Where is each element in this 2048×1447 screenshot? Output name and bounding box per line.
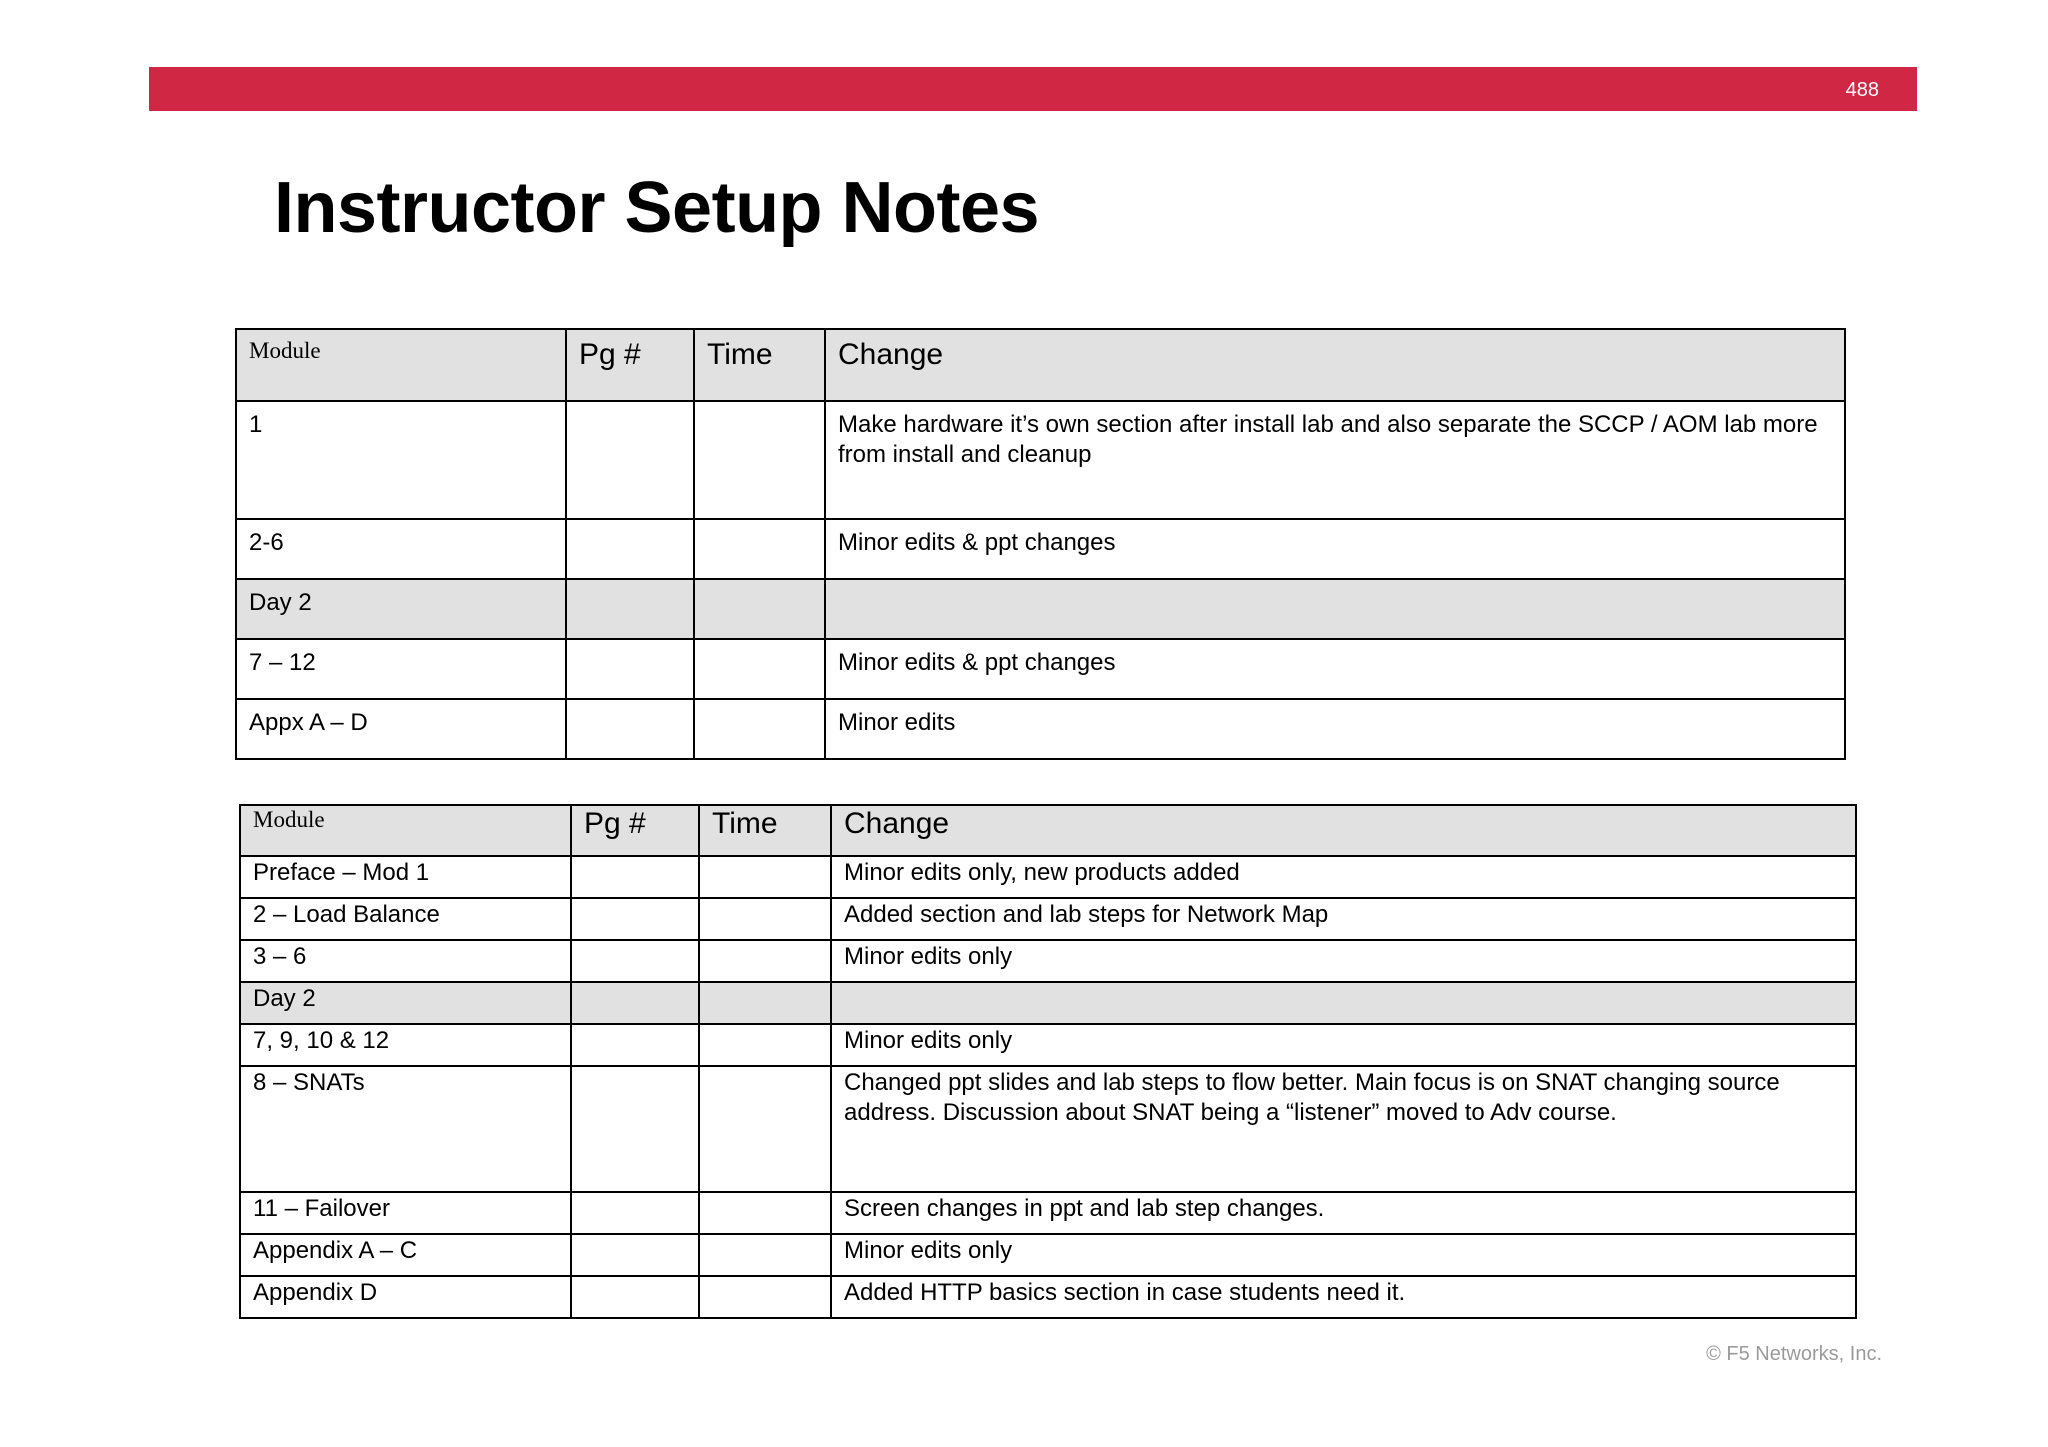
table-row	[240, 898, 1856, 940]
page-cell	[566, 401, 694, 519]
header-bar	[149, 67, 1917, 111]
copyright-footer: © F5 Networks, Inc.	[1706, 1343, 1882, 1365]
table-header-row	[240, 805, 1856, 856]
change-cell: Minor edits	[825, 699, 1845, 759]
module-cell: 1	[236, 401, 566, 519]
header-time: Time	[694, 329, 825, 401]
module-cell: Appendix D	[240, 1276, 571, 1318]
module-cell: Appx A – D	[236, 699, 566, 759]
table-row-day-divider	[240, 982, 1856, 1024]
table-row	[240, 940, 1856, 982]
table-row	[240, 856, 1856, 898]
change-cell: Minor edits & ppt changes	[825, 639, 1845, 699]
time-cell	[699, 1234, 831, 1276]
table-row	[236, 401, 1845, 519]
table-row	[236, 699, 1845, 759]
page-cell	[571, 856, 699, 898]
page-cell	[571, 1234, 699, 1276]
module-cell: 7, 9, 10 & 12	[240, 1024, 571, 1066]
time-cell	[694, 579, 825, 639]
time-cell	[694, 401, 825, 519]
change-cell: Added HTTP basics section in case students need it.	[831, 1276, 1856, 1318]
time-cell	[694, 699, 825, 759]
header-change: Change	[831, 805, 1856, 856]
table-row-day-divider	[236, 579, 1845, 639]
change-cell: Minor edits only	[831, 940, 1856, 982]
page-cell	[566, 639, 694, 699]
page-cell	[566, 519, 694, 579]
module-cell: 8 – SNATs	[240, 1066, 571, 1192]
table-row	[236, 519, 1845, 579]
table-row	[240, 1276, 1856, 1318]
change-cell: Changed ppt slides and lab steps to flow better. Main focus is on SNAT changing source address. Discussion about SNAT being a “listener” moved to Adv course.	[831, 1066, 1856, 1192]
time-cell	[699, 856, 831, 898]
page-cell	[571, 940, 699, 982]
page-title: Instructor Setup Notes	[274, 168, 1040, 248]
header-page: Pg #	[571, 805, 699, 856]
change-cell: Minor edits only	[831, 1234, 1856, 1276]
setup-notes-table-2	[239, 804, 1857, 1319]
table-header-row	[236, 329, 1845, 401]
table-row	[236, 639, 1845, 699]
header-module: Module	[240, 805, 571, 856]
page-cell	[571, 1066, 699, 1192]
setup-notes-table-1	[235, 328, 1846, 760]
time-cell	[699, 1066, 831, 1192]
page-cell	[566, 699, 694, 759]
header-page: Pg #	[566, 329, 694, 401]
header-time: Time	[699, 805, 831, 856]
page-cell	[571, 898, 699, 940]
header-module: Module	[236, 329, 566, 401]
module-cell: 2 – Load Balance	[240, 898, 571, 940]
time-cell	[699, 982, 831, 1024]
page-cell	[566, 579, 694, 639]
module-cell: 11 – Failover	[240, 1192, 571, 1234]
change-cell: Make hardware it’s own section after install lab and also separate the SCCP / AOM lab more from install and cleanup	[825, 401, 1845, 519]
page-cell	[571, 1024, 699, 1066]
time-cell	[699, 1276, 831, 1318]
module-cell: Day 2	[236, 579, 566, 639]
header-change: Change	[825, 329, 1845, 401]
time-cell	[699, 1192, 831, 1234]
change-cell	[831, 982, 1856, 1024]
page-cell	[571, 1276, 699, 1318]
change-cell: Added section and lab steps for Network Map	[831, 898, 1856, 940]
table-row	[240, 1234, 1856, 1276]
module-cell: 2-6	[236, 519, 566, 579]
time-cell	[694, 519, 825, 579]
module-cell: Day 2	[240, 982, 571, 1024]
change-cell	[825, 579, 1845, 639]
time-cell	[699, 1024, 831, 1066]
module-cell: 3 – 6	[240, 940, 571, 982]
page-cell	[571, 1192, 699, 1234]
change-cell: Screen changes in ppt and lab step changes.	[831, 1192, 1856, 1234]
module-cell: Preface – Mod 1	[240, 856, 571, 898]
module-cell: 7 – 12	[236, 639, 566, 699]
table-row	[240, 1024, 1856, 1066]
module-cell: Appendix A – C	[240, 1234, 571, 1276]
time-cell	[699, 898, 831, 940]
change-cell: Minor edits only	[831, 1024, 1856, 1066]
table-row	[240, 1192, 1856, 1234]
change-cell: Minor edits only, new products added	[831, 856, 1856, 898]
page-cell	[571, 982, 699, 1024]
page-number: 488	[1845, 79, 1879, 101]
change-cell: Minor edits & ppt changes	[825, 519, 1845, 579]
time-cell	[699, 940, 831, 982]
table-row	[240, 1066, 1856, 1192]
time-cell	[694, 639, 825, 699]
